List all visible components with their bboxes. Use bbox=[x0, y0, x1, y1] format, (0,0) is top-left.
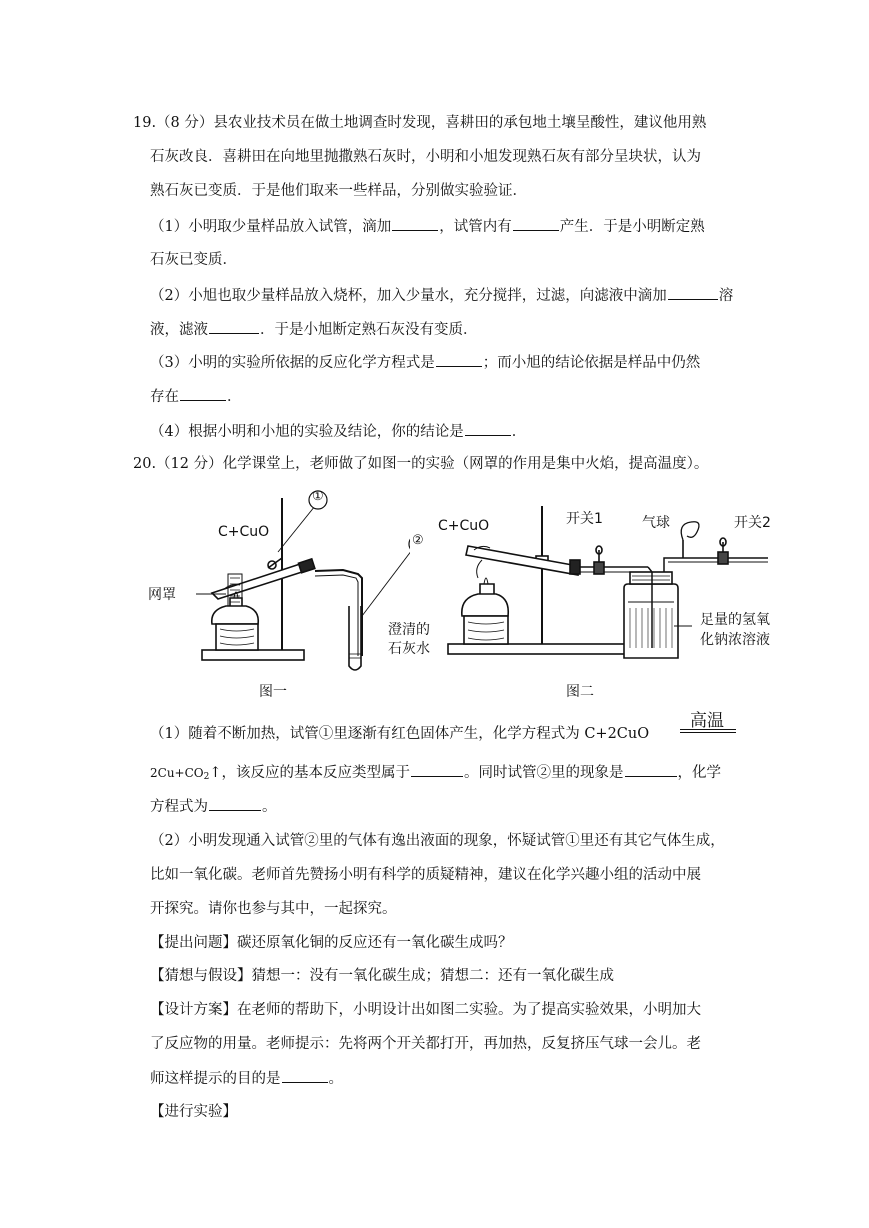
fig1-mesh-label: 网罩 bbox=[148, 587, 176, 603]
q19-part1-text-a: （1）小明取少量样品放入试管，滴加 bbox=[150, 219, 392, 235]
q19-part1-line-1 bbox=[150, 216, 705, 237]
q20-stem: 20.（12 分）化学课堂上，老师做了如图一的实验（网罩的作用是集中火焰，提高温度）。 bbox=[133, 456, 709, 472]
equation-line bbox=[680, 729, 736, 730]
answer-blank[interactable] bbox=[209, 319, 259, 334]
question-section: 【提出问题】碳还原氧化铜的反应还有一氧化碳生成吗？ bbox=[150, 935, 513, 951]
q19-part1-text-c: 产生．于是小明断定熟 bbox=[559, 219, 705, 235]
design-line-3 bbox=[150, 1068, 343, 1089]
q20-part1-text-c: 。同时试管②里的现象是 bbox=[464, 765, 624, 781]
q19-part2-line-2 bbox=[150, 319, 478, 340]
limewater-line-1: 澄清的 bbox=[388, 622, 430, 638]
naoh-line-1: 足量的氢氧 bbox=[700, 612, 770, 628]
product-formula: 2Cu+CO bbox=[150, 766, 204, 780]
q19-part3-line-1 bbox=[150, 352, 700, 373]
equation-line bbox=[680, 732, 736, 733]
q19-part1-line-2: 石灰已变质． bbox=[150, 252, 237, 268]
fig2-naoh-label bbox=[700, 610, 770, 650]
q20-part1-text-f: 。 bbox=[262, 799, 277, 815]
q19-stem-line-3: 熟石灰已变质．于是他们取来一些样品，分别做实验验证． bbox=[150, 183, 527, 199]
q20-part1-text-d: ，化学 bbox=[677, 765, 722, 781]
answer-blank[interactable] bbox=[625, 762, 677, 777]
q20-part2-line-3: 开探究。请你也参与其中，一起探究。 bbox=[150, 901, 397, 917]
design-line-2: 了反应物的用量。老师提示：先将两个开关都打开，再加热，反复挤压气球一会儿。老 bbox=[150, 1036, 701, 1052]
naoh-line-2: 化钠浓溶液 bbox=[700, 632, 770, 648]
answer-blank[interactable] bbox=[465, 421, 511, 436]
fig2-reactant-label: C+CuO bbox=[438, 518, 490, 534]
q19-part4-text-b: ． bbox=[511, 424, 527, 440]
q19-part3-text-d: ． bbox=[227, 389, 242, 405]
answer-blank[interactable] bbox=[411, 762, 463, 777]
q19-part3-text-b: ；而小旭的结论依据是样品中仍然 bbox=[482, 355, 701, 371]
q19-part3-text-c: 存在 bbox=[150, 389, 179, 405]
fig2-switch1-label: 开关1 bbox=[566, 511, 603, 527]
answer-blank[interactable] bbox=[392, 216, 438, 231]
answer-blank[interactable] bbox=[282, 1068, 328, 1083]
answer-blank[interactable] bbox=[180, 386, 226, 401]
answer-blank[interactable] bbox=[436, 352, 482, 367]
fig1-reactant-label: C+CuO bbox=[218, 524, 270, 540]
hypothesis-section: 【猜想与假设】猜想一：没有一氧化碳生成；猜想二：还有一氧化碳生成 bbox=[150, 968, 614, 984]
q19-stem-line-2: 石灰改良．喜耕田在向地里抛撒熟石灰时，小明和小旭发现熟石灰有部分呈块状，认为 bbox=[150, 149, 701, 165]
q19-part4-line bbox=[150, 421, 526, 442]
q19-part2-text-d: ．于是小旭断定熟石灰没有变质． bbox=[260, 322, 478, 338]
q20-part1-line-3 bbox=[150, 796, 277, 817]
product-subscript: 2 bbox=[203, 772, 210, 782]
q19-part2-line-1 bbox=[150, 285, 733, 306]
fig2-balloon-label: 气球 bbox=[642, 515, 670, 531]
fig1-limewater-label bbox=[388, 621, 430, 659]
q20-part1-text-e: 方程式为 bbox=[150, 799, 208, 815]
design-end: 。 bbox=[328, 1071, 343, 1087]
q19-part2-text-b: 溶 bbox=[718, 288, 734, 304]
q20-part1-line-1: （1）随着不断加热，试管①里逐渐有红色固体产生，化学方程式为 C+2CuO bbox=[150, 726, 650, 742]
q19-part4-text-a: （4）根据小明和小旭的实验及结论，你的结论是 bbox=[150, 424, 464, 440]
design-line-1: 【设计方案】在老师的帮助下，小明设计出如图二实验。为了提高实验效果，小明加大 bbox=[150, 1002, 701, 1018]
answer-blank[interactable] bbox=[209, 796, 261, 811]
q20-part1-line-2 bbox=[150, 762, 721, 787]
q19-part3-line-2 bbox=[150, 386, 242, 407]
experiment-section: 【进行实验】 bbox=[150, 1104, 237, 1120]
fig1-caption: 图一 bbox=[259, 684, 287, 700]
answer-blank[interactable] bbox=[668, 285, 718, 300]
figure-one-apparatus bbox=[150, 486, 410, 671]
q20-part2-line-1: （2）小明发现通入试管②里的气体有逸出液面的现象，怀疑试管①里还有其它气体生成， bbox=[150, 833, 725, 849]
fig2-caption: 图二 bbox=[566, 684, 594, 700]
gas-arrow: ↑ bbox=[209, 765, 222, 781]
limewater-line-2: 石灰水 bbox=[388, 641, 430, 657]
q19-stem-line-1: 19.（8 分）县农业技术员在做土地调查时发现，喜耕田的承包地土壤呈酸性，建议他用熟 bbox=[133, 115, 707, 131]
q19-part3-text-a: （3）小明的实验所依据的反应化学方程式是 bbox=[150, 355, 435, 371]
q19-part2-text-c: 液，滤液 bbox=[150, 322, 208, 338]
fig1-tube2-label: ② bbox=[412, 533, 424, 548]
answer-blank[interactable] bbox=[513, 216, 559, 231]
fig2-switch2-label: 开关2 bbox=[734, 515, 771, 531]
q20-part1-text-b: ，该反应的基本反应类型属于 bbox=[221, 765, 411, 781]
q19-part2-text-a: （2）小旭也取少量样品放入烧杯，加入少量水，充分搅拌，过滤，向滤液中滴加 bbox=[150, 288, 667, 304]
q19-part1-text-b: ，试管内有 bbox=[439, 219, 512, 235]
reaction-condition: 高温 bbox=[690, 711, 724, 731]
fig1-tube1-label: ① bbox=[312, 489, 324, 504]
design-text-3: 师这样提示的目的是 bbox=[150, 1071, 281, 1087]
q20-part2-line-2: 比如一氧化碳。老师首先赞扬小明有科学的质疑精神，建议在化学兴趣小组的活动中展 bbox=[150, 867, 701, 883]
